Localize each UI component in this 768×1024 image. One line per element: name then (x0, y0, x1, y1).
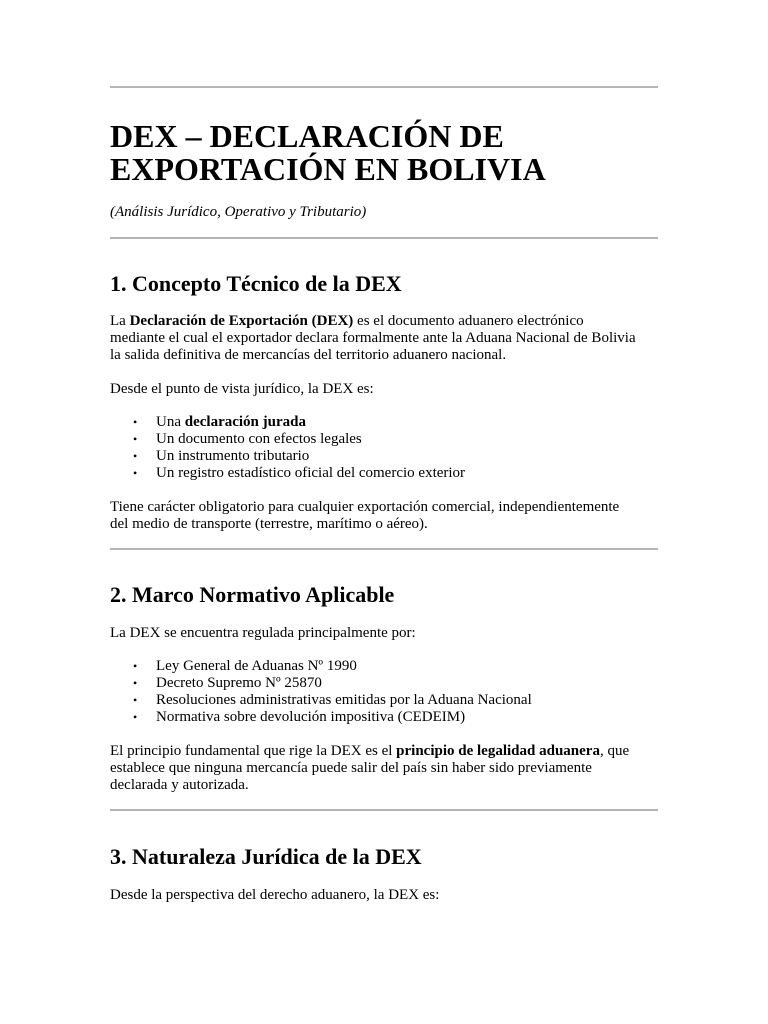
horizontal-rule (110, 237, 658, 239)
section-1-bullet-list (110, 414, 465, 482)
list-item (110, 675, 532, 692)
list-item (110, 465, 465, 482)
list-item-text: Una (156, 414, 185, 430)
text-line: Tiene carácter obligatorio para cualquier exportación comercial, independientemente (110, 499, 620, 515)
list-item-text: Un instrumento tributario (156, 448, 310, 464)
section-1-heading: 1. Concepto Técnico de la DEX (110, 271, 402, 296)
text-line: establece que ninguna mercancía puede salir del país sin haber sido previamente (110, 760, 592, 776)
bullet-icon: • (133, 693, 138, 707)
bullet-icon: • (133, 466, 138, 480)
text-line: mediante el cual el exportador declara formalmente ante la Aduana Nacional de Bolivia (110, 330, 636, 346)
horizontal-rule (110, 809, 658, 811)
list-item-text: Decreto Supremo Nº 25870 (156, 675, 322, 691)
list-item (110, 414, 465, 431)
bullet-icon: • (133, 676, 138, 690)
bold-term: principio de legalidad aduanera (396, 743, 600, 759)
text-line: la salida definitiva de mercancías del territorio aduanero nacional. (110, 347, 507, 363)
section-2-paragraph-2 (110, 743, 658, 794)
bold-term: Declaración de Exportación (DEX) (129, 313, 354, 329)
bullet-icon: • (133, 710, 138, 724)
list-item-text: Normativa sobre devolución impositiva (CEDEIM) (156, 709, 466, 725)
text-line: declarada y autorizada. (110, 777, 249, 793)
list-item (110, 692, 532, 709)
list-item-text: Un registro estadístico oficial del comercio exterior (156, 465, 466, 481)
bullet-icon: • (133, 432, 138, 446)
text-run: es el documento aduanero electrónico (353, 313, 584, 329)
bold-term: declaración jurada (184, 414, 306, 430)
title-line-1: DEX – DECLARACIÓN DE (110, 118, 504, 154)
bullet-icon: • (133, 449, 138, 463)
title-line-2: EXPORTACIÓN EN BOLIVIA (110, 151, 546, 187)
document-subtitle: (Análisis Jurídico, Operativo y Tributario) (110, 204, 367, 220)
bullet-icon: • (133, 659, 138, 673)
list-item-text: Un documento con efectos legales (156, 431, 362, 447)
list-item (110, 448, 465, 465)
text-run: La (110, 313, 130, 329)
section-2-heading: 2. Marco Normativo Aplicable (110, 582, 395, 607)
text-line: del medio de transporte (terrestre, marítimo o aéreo). (110, 516, 428, 532)
horizontal-rule (110, 548, 658, 550)
list-item (110, 658, 532, 675)
section-1-paragraph-3 (110, 499, 658, 533)
bullet-icon: • (133, 415, 138, 429)
list-item (110, 709, 532, 726)
list-item-text: Resoluciones administrativas emitidas por la Aduana Nacional (156, 692, 532, 708)
list-item (110, 431, 465, 448)
horizontal-rule (110, 86, 658, 88)
section-3-heading: 3. Naturaleza Jurídica de la DEX (110, 844, 422, 869)
document-title (110, 120, 658, 186)
section-3-paragraph-1: Desde la perspectiva del derecho aduanero, la DEX es: (110, 887, 440, 903)
section-2-paragraph-1: La DEX se encuentra regulada principalmente por: (110, 625, 416, 641)
text-run: , que (599, 743, 630, 759)
list-item-text: Ley General de Aduanas Nº 1990 (156, 658, 357, 674)
section-2-bullet-list (110, 658, 532, 726)
section-1-paragraph-1 (110, 313, 658, 364)
text-run: El principio fundamental que rige la DEX es el (110, 743, 397, 759)
section-1-paragraph-2: Desde el punto de vista jurídico, la DEX es: (110, 381, 374, 397)
